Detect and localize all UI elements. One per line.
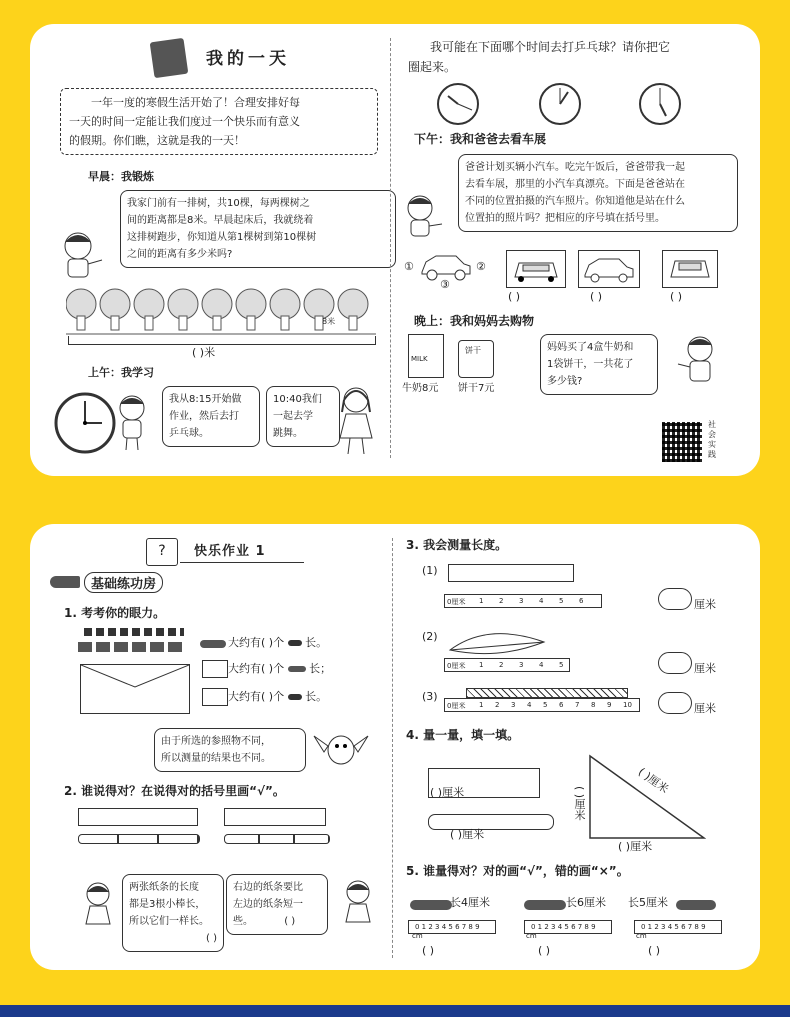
opinion-answer-blank[interactable]: ( ) [206, 933, 217, 944]
intro-line: 一年一度的寒假生活开始了！合理安排好每 [91, 96, 300, 109]
unit-label: 厘米 [694, 598, 716, 611]
opinion-line [233, 913, 321, 930]
ruler-numbers: 0 1 2 3 4 5 6 7 8 9 [641, 923, 706, 931]
q1-note-bubble [154, 728, 306, 772]
clock-option-icon[interactable] [638, 82, 682, 130]
q3-item-label: (1) [422, 564, 438, 577]
story-line: 之间的距离有多少米吗? [127, 249, 233, 260]
ruler-tick-label: 1 [479, 701, 484, 709]
clock-option-icon[interactable] [538, 82, 582, 130]
clock-option-icon[interactable] [436, 82, 480, 130]
ruler-tick-label: 6 [559, 701, 564, 709]
homework-book-icon: ? [146, 538, 178, 566]
ruler-start-label: 0厘米 [447, 702, 466, 710]
ruler-tick-label: 10 [623, 701, 632, 709]
morning-answer: ( )米 [192, 346, 216, 359]
story-line: 位置拍的照片吗？把相应的序号填在括号里。 [465, 213, 665, 224]
forenoon-heading: 上午：我学习 [88, 366, 154, 379]
girl-illustration [334, 386, 378, 462]
q1-line-2-end: 长； [309, 662, 332, 675]
hatched-bar [466, 688, 628, 698]
worksheet-page-homework [30, 524, 760, 970]
tree-span-bracket [68, 336, 376, 345]
ruler-start-label: 0厘米 [447, 598, 466, 606]
worksheet-page-my-day [30, 24, 760, 476]
ruler-tick-label: 1 [479, 661, 484, 669]
biscuit-bag-icon [458, 340, 494, 378]
note-line: 所以测量的结果也不同。 [161, 753, 271, 764]
bubble-line: 乒乓球。 [169, 428, 209, 439]
measure-blank[interactable]: ( )厘米 [573, 786, 586, 821]
ruler-tick-label: 6 [579, 597, 584, 605]
car-marker: ② [476, 260, 486, 273]
ruler-tick-label: 5 [543, 701, 548, 709]
ruler-tick-label: 3 [519, 597, 524, 605]
q3-item-label: (3) [422, 690, 438, 703]
measure-blank[interactable]: ( )厘米 [635, 765, 671, 796]
story-line: 1袋饼干，一共花了 [547, 359, 634, 370]
tree-row [66, 286, 376, 336]
boy-illustration [114, 394, 154, 456]
envelope-icon [80, 664, 190, 714]
ruler-tick-label: 5 [559, 597, 564, 605]
ruler-tick-label: 9 [607, 701, 612, 709]
bubble-line: 一起去学 [273, 411, 313, 422]
opinion-line: 右边的纸条要比 [233, 882, 303, 893]
leaf-icon [448, 628, 548, 660]
unit-label: 厘米 [694, 702, 716, 715]
ruler-start-label: 0厘米 [447, 662, 466, 670]
afternoon-heading: 下午：我和爸爸去看车展 [414, 132, 547, 146]
ruler-tick-label: 4 [539, 661, 544, 669]
car-photo-front [506, 250, 566, 288]
q3-item-label: (2) [422, 630, 438, 643]
ruler-tick-label: 2 [495, 701, 500, 709]
ruler-3 [444, 698, 640, 712]
q1-line-2-text: 大约有( )个 [228, 662, 285, 675]
ruler-numbers: 0 1 2 3 4 5 6 7 8 9 [415, 923, 480, 931]
cm-label: cm [526, 932, 537, 940]
girl-plan-bubble [266, 386, 340, 447]
ruler-tick-label: 4 [527, 701, 532, 709]
question-2-title: 2. 谁说得对？在说得对的括号里画“√”。 [64, 784, 285, 798]
car-photo-side [578, 250, 640, 288]
ruler-tick-label: 1 [479, 597, 484, 605]
key-icon [288, 666, 306, 672]
story-line: 爸爸计划买辆小汽车。吃完午饭后，爸爸带我一起 [465, 162, 685, 173]
ant-icon [288, 694, 302, 700]
ant-icon [288, 640, 302, 646]
ruler-tick-label: 2 [499, 597, 504, 605]
small-ruler [524, 920, 612, 934]
judge-blank[interactable]: ( ) [538, 944, 551, 957]
q1-line-1-text: 大约有( )个 [228, 636, 285, 649]
title-underline [180, 562, 304, 563]
qr-caption-char: 会 [708, 430, 716, 439]
milk-pack-label: MILK [411, 355, 428, 363]
measure-blank[interactable]: ( )厘米 [430, 786, 465, 799]
qr-code-icon[interactable] [662, 422, 702, 462]
bubble-line: 跳舞。 [273, 428, 303, 439]
car-marker: ① [404, 260, 414, 273]
key-icon [410, 900, 452, 910]
left-opinion-bubble [122, 874, 224, 952]
length-claim: 长4厘米 [450, 896, 490, 909]
clock-question-line: 圈起来。 [408, 60, 457, 74]
unit-label: 厘米 [694, 662, 716, 675]
ants-row [84, 628, 184, 636]
page-divider [392, 538, 393, 958]
q1-line-1 [228, 634, 327, 652]
car-answer-blank[interactable]: ( ) [508, 290, 521, 303]
cm-label: cm [412, 932, 423, 940]
car-photo-rear [662, 250, 718, 288]
key-icon [200, 640, 226, 648]
qr-caption-char: 社 [708, 420, 716, 429]
page-title: 我的一天 [206, 49, 290, 69]
story-line: 多少钱? [547, 376, 583, 387]
cloud-answer-icon[interactable] [658, 692, 692, 714]
key-icon [524, 900, 566, 910]
bubble-line: 作业，然后去打 [169, 411, 239, 422]
ruler-tick-label: 3 [519, 661, 524, 669]
crocodile-icon [50, 576, 80, 588]
afternoon-story-bubble [458, 154, 738, 232]
analog-clock-icon [54, 392, 116, 458]
question-3-title: 3. 我会测量长度。 [406, 538, 508, 552]
evening-heading: 晚上：我和妈妈去购物 [414, 314, 535, 328]
ruler-1 [444, 594, 602, 608]
opinion-answer-blank[interactable]: ( ) [284, 916, 296, 927]
key-icon [676, 900, 716, 910]
small-ruler [634, 920, 722, 934]
q1-line-3-text: 大约有( )个 [228, 690, 285, 703]
milk-price-label: 牛奶8元 [402, 383, 439, 394]
paper-strip-right-top [224, 808, 326, 826]
girl-illustration [76, 880, 122, 942]
intro-line: 的假期。你们瞧，这就是我的一天！ [69, 134, 245, 147]
biscuit-pack-label: 饼干 [465, 346, 481, 355]
bottom-bar [0, 1005, 790, 1017]
length-claim: 长5厘米 [628, 896, 668, 909]
section-heading: 基础练功房 [84, 572, 163, 593]
ruler-tick-label: 5 [559, 661, 564, 669]
story-line: 我家门前有一排树，共10棵，每两棵树之 [127, 198, 310, 209]
envelope-small-icon [202, 688, 228, 706]
book-icon [150, 38, 189, 78]
bubble-line: 10:40我们 [273, 394, 322, 405]
ruler-2 [444, 658, 570, 672]
opinion-line: 两张纸条的长度 [129, 882, 199, 893]
evening-story-bubble [540, 334, 658, 395]
opinion-line-end: 些。 [233, 916, 253, 927]
car-marker: ③ [440, 278, 450, 291]
cm-label: cm [636, 932, 647, 940]
length-claim: 长6厘米 [566, 896, 606, 909]
judge-blank[interactable]: ( ) [422, 944, 435, 957]
ruler-numbers: 0 1 2 3 4 5 6 7 8 9 [531, 923, 596, 931]
page-title: 快乐作业 1 [194, 544, 266, 559]
ruler-tick-label: 3 [511, 701, 516, 709]
story-line: 间的距离都是8米。早晨起床后，我就绕着 [127, 215, 314, 226]
story-line: 这排树跑步，你知道从第1棵树到第10棵树 [127, 232, 317, 243]
q1-line-3-end: 长。 [305, 690, 328, 703]
ruler-tick-label: 2 [499, 661, 504, 669]
question-1-title: 1. 考考你的眼力。 [64, 606, 166, 620]
girl-illustration [336, 878, 380, 940]
opinion-line: 所以它们一样长。 [129, 916, 209, 927]
opinion-line: 左边的纸条短一 [233, 899, 303, 910]
sticks-left [78, 834, 200, 844]
opinion-line: 都是3根小棒长， [129, 899, 206, 910]
boy-illustration [402, 194, 446, 250]
q1-line-1-end: 长。 [305, 636, 328, 649]
paper-strip-left-top [78, 808, 198, 826]
ruler-tick-label: 4 [539, 597, 544, 605]
q1-line-2 [228, 660, 331, 678]
qr-caption-char: 践 [708, 450, 716, 459]
morning-heading: 早晨：我锻炼 [88, 170, 154, 183]
q1-line-3 [228, 688, 327, 706]
bubble-line: 我从8:15开始做 [169, 394, 242, 405]
boy-illustration [674, 334, 724, 396]
clock-question-line: 我可能在下面哪个时间去打乒乓球？请你把它 [430, 40, 671, 54]
car-answer-blank[interactable]: ( ) [590, 290, 603, 303]
ruler-tick-label: 7 [575, 701, 580, 709]
envelope-small-icon [202, 660, 228, 678]
note-line: 由于所选的参照物不同， [161, 736, 271, 747]
right-opinion-bubble [226, 874, 328, 935]
cloud-answer-icon[interactable] [658, 652, 692, 674]
boy-illustration [58, 230, 106, 290]
boy-plan-bubble [162, 386, 260, 447]
page-divider [390, 38, 391, 458]
qr-caption-char: 实 [708, 440, 716, 449]
bird-mascot-icon [312, 728, 370, 772]
intro-box [60, 88, 378, 155]
story-line: 不同的位置拍摄的汽车照片。你知道他是站在什么 [465, 196, 685, 207]
milk-carton-icon [408, 334, 444, 378]
qr-caption [708, 420, 716, 460]
pencil-shape [428, 814, 554, 830]
sticks-right [224, 834, 330, 844]
story-line: 去看车展，那里的小汽车真漂亮。下面是爸爸站在 [465, 179, 685, 190]
intro-line: 一天的时间一定能让我们度过一个快乐而有意义 [69, 115, 300, 128]
ruler-tick-label: 8 [591, 701, 596, 709]
car-answer-blank[interactable]: ( ) [670, 290, 683, 303]
keys-row [78, 642, 184, 652]
cloud-answer-icon[interactable] [658, 588, 692, 610]
biscuit-price-label: 饼干7元 [458, 383, 495, 394]
measure-blank[interactable]: ( )厘米 [450, 828, 485, 841]
morning-story-bubble [120, 190, 396, 268]
wood-block [448, 564, 574, 582]
tree-distance-label: 8米 [322, 317, 336, 326]
judge-blank[interactable]: ( ) [648, 944, 661, 957]
question-4-title: 4. 量一量，填一填。 [406, 728, 520, 742]
measure-blank[interactable]: ( )厘米 [618, 840, 653, 853]
story-line: 妈妈买了4盒牛奶和 [547, 342, 634, 353]
question-5-title: 5. 谁量得对？对的画“√”，错的画“×”。 [406, 864, 629, 878]
